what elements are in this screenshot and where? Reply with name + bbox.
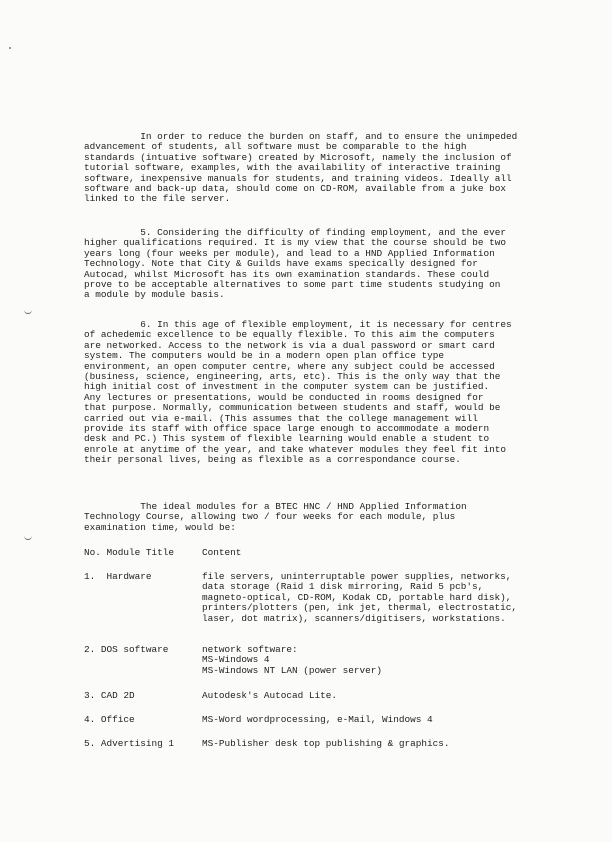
paragraph-modules-intro: The ideal modules for a BTEC HNC / HND Applied Information Technology Course, allowing two / four weeks for each module, plus examination time, would be:	[84, 501, 467, 533]
module-content: network software: MS-Windows 4 MS-Windows NT LAN (power server)	[202, 644, 383, 676]
module-title: 4. Office	[84, 714, 135, 725]
module-content: Autodesk's Autocad Lite.	[202, 690, 338, 701]
punch-hole-mark	[24, 309, 32, 314]
paragraph-flexible-learning: 6. In this age of flexible employment, it is necessary for centres of achedemic excellence to be equally flexible. To this aim the computers are networked. Access to the network is via a dual password or smart card system. The computers would be in a modern open plan office type environment, an open computer centre, where any subject could be accessed (business, science, engineering, arts, etc). This is the only way that the high initial cost of investment in the computer system can be justified. Any lectures or presentations, would be conducted in rooms designed for that purpose. Normally, communication between students and staff, would be carried out via e-mail. (This assumes that the college management will provide its staff with office space large enough to accommodate a modern desk and PC.) This system of flexible learning would enable a student to enrole at anytime of the year, and take whatever modules they feel fit into their personal lives, being as flexible as a correspondance course.	[84, 319, 512, 466]
paragraph-software-standards: In order to reduce the burden on staff, and to ensure the unimpeded advancement of students, all software must be comparable to the high standards (intuative software) created by Microsoft, namely the inclusion of tutorial software, examples, with the availability of interactive training software, inexpensive manuals for students, and training videos. Ideally all software and back-up data, should come on CD-ROM, available from a juke box linked to the file server.	[84, 131, 518, 205]
header-no-module-title: No. Module Title	[84, 547, 175, 558]
punch-hole-mark	[24, 535, 32, 540]
paragraph-course-length: 5. Considering the difficulty of finding employment, and the ever higher qualifications required. It is my view that the course should be two years long (four weeks per module), and lead to a HND Applied Information Technology. Note that City & Guilds have exams specically designed for Autocad, whilst Microsoft has its own examination standards. These could prove to be acceptable alternatives to some part time students studying on a module by module basis.	[84, 227, 506, 301]
module-title: 5. Advertising 1	[84, 738, 175, 749]
module-content: MS-Word wordprocessing, e-Mail, Windows 4	[202, 714, 433, 725]
header-content: Content	[202, 547, 242, 558]
paper-speck	[9, 47, 11, 49]
module-content: file servers, uninterruptable power supplies, networks, data storage (Raid 1 disk mirroring, Raid 5 pcb's, magneto-optical, CD-ROM, Kodak CD, portable hard disk), printers/plotters (pen, ink jet, thermal, electrostatic, laser, dot matrix), scanners/digitisers, workstations.	[202, 571, 518, 624]
module-content: MS-Publisher desk top publishing & graphics.	[202, 738, 450, 749]
module-title: 1. Hardware	[84, 571, 152, 582]
module-title: 3. CAD 2D	[84, 690, 135, 701]
module-title: 2. DOS software	[84, 644, 169, 655]
